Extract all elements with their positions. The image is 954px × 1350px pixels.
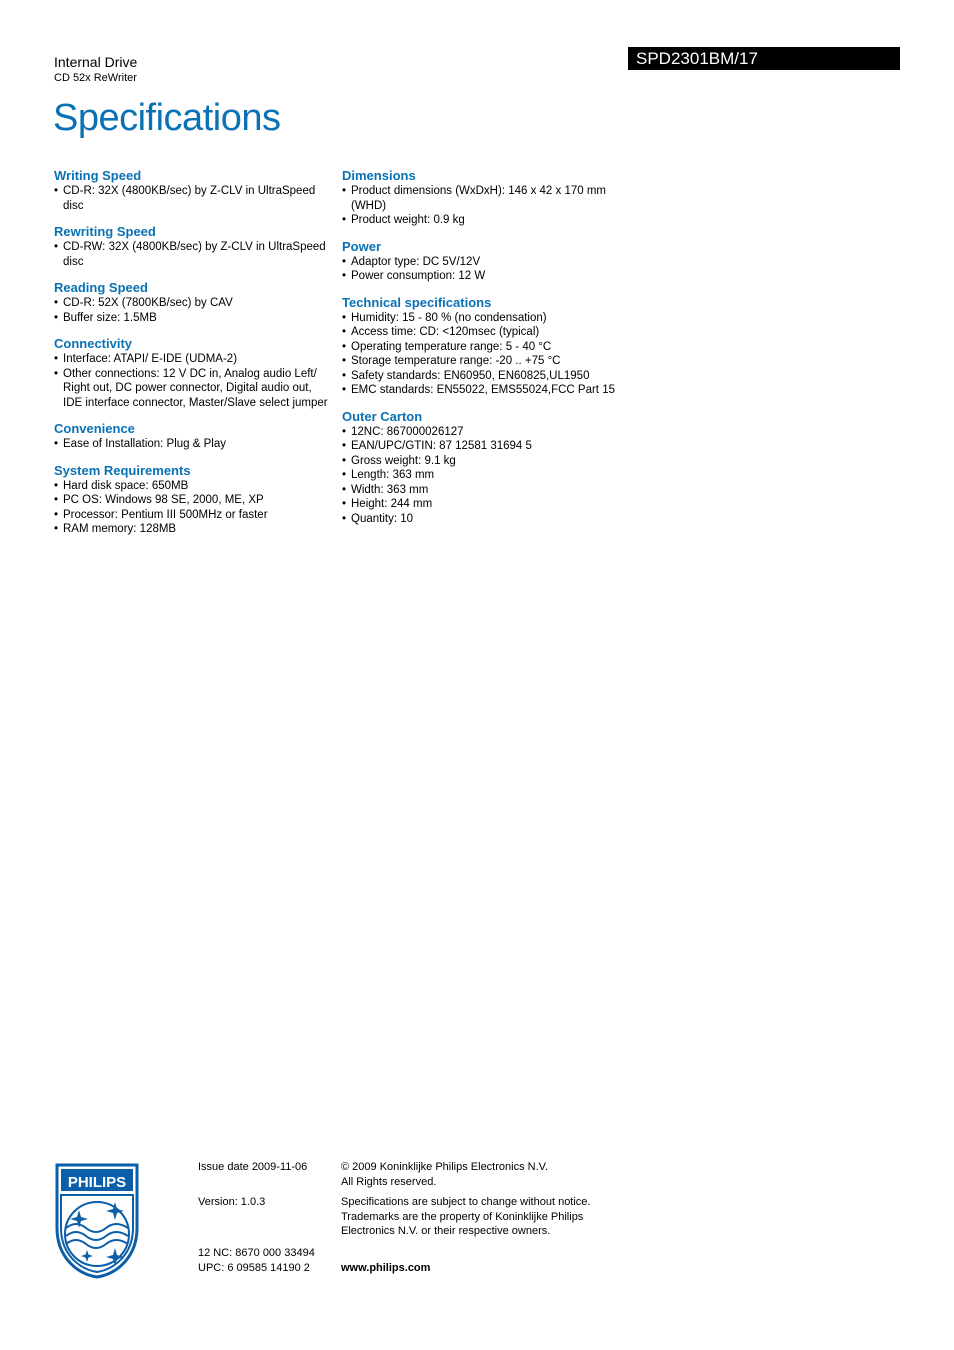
footer-copyright — [341, 1160, 548, 1189]
section-heading: Outer Carton — [342, 408, 423, 424]
disclaimer-line-3: Electronics N.V. or their respective owners. — [341, 1225, 551, 1237]
disclaimer-line-1: Specifications are subject to change without notice. — [341, 1196, 591, 1208]
spec-item: • Power consumption: 12 W — [342, 269, 622, 284]
section-heading: Dimensions — [342, 168, 416, 183]
spec-list — [54, 437, 329, 452]
spec-item: • Height: 244 mm — [342, 497, 622, 512]
copyright-line: © 2009 Koninklijke Philips Electronics N.V. — [341, 1161, 549, 1173]
spec-item: • Product weight: 0.9 kg — [342, 213, 622, 228]
spec-item: • RAM memory: 128MB — [54, 522, 329, 537]
spec-item: • PC OS: Windows 98 SE, 2000, ME, XP — [54, 493, 329, 508]
spec-list — [54, 479, 329, 537]
spec-list — [342, 184, 622, 228]
section-heading: Convenience — [54, 421, 135, 436]
website-link[interactable]: www.philips.com — [341, 1262, 431, 1274]
spec-section — [54, 224, 329, 269]
spec-section — [54, 421, 329, 452]
spec-item: • CD-R: 32X (4800KB/sec) by Z-CLV in UltraSpeed disc — [54, 184, 329, 213]
spec-item: • EAN/UPC/GTIN: 87 12581 31694 5 — [342, 439, 622, 454]
spec-list — [54, 352, 329, 410]
spec-item: • CD-R: 52X (7800KB/sec) by CAV — [54, 296, 329, 311]
spec-item: • Quantity: 10 — [342, 512, 622, 527]
spec-item: • Processor: Pentium III 500MHz or faster — [54, 508, 329, 523]
spec-item: • CD-RW: 32X (4800KB/sec) by Z-CLV in UltraSpeed disc — [54, 240, 329, 269]
footer-version — [198, 1195, 265, 1210]
rights-line: All Rights reserved. — [341, 1175, 437, 1188]
spec-section — [342, 239, 622, 284]
philips-shield-icon — [54, 1162, 140, 1280]
spec-section — [342, 295, 622, 398]
spec-item: • Adaptor type: DC 5V/12V — [342, 255, 622, 270]
footer-issue — [198, 1160, 307, 1175]
spec-item: • Product dimensions (WxDxH): 146 x 42 x 170 mm (WHD) — [342, 184, 622, 213]
spec-item: • Width: 363 mm — [342, 483, 622, 498]
spec-section — [54, 168, 329, 213]
spec-item: • Interface: ATAPI/ E-IDE (UDMA-2) — [54, 352, 329, 367]
section-heading: Power — [342, 238, 382, 254]
spec-section — [54, 463, 329, 537]
section-heading: Writing Speed — [54, 168, 142, 183]
section-heading: Reading Speed — [54, 280, 148, 295]
nc-code: 12 NC: 8670 000 33494 — [198, 1247, 315, 1259]
footer-website — [341, 1261, 430, 1276]
page-title: Specifications — [53, 97, 281, 139]
section-heading: Technical specifications — [342, 294, 492, 310]
spec-list — [54, 184, 329, 213]
spec-item: • Ease of Installation: Plug & Play — [54, 437, 329, 452]
subcategory-label: CD 52x ReWriter — [54, 72, 137, 84]
spec-column-right — [342, 168, 622, 537]
spec-item: • 12NC: 867000026127 — [342, 425, 622, 440]
spec-list — [342, 311, 622, 398]
spec-column-left — [54, 168, 329, 548]
spec-section — [342, 409, 622, 527]
section-heading: Connectivity — [54, 336, 133, 351]
spec-item: • EMC standards: EN55022, EMS55024,FCC Part 15 — [342, 383, 622, 398]
spec-item: • Safety standards: EN60950, EN60825,UL1950 — [342, 369, 622, 384]
upc-code: UPC: 6 09585 14190 2 — [198, 1261, 310, 1274]
version: Version: 1.0.3 — [198, 1196, 266, 1208]
issue-date: Issue date 2009-11-06 — [198, 1161, 308, 1173]
disclaimer-line-2: Trademarks are the property of Koninklijke Philips — [341, 1210, 584, 1223]
spec-list — [342, 425, 622, 527]
spec-item: • Hard disk space: 650MB — [54, 479, 329, 494]
spec-item: • Operating temperature range: 5 - 40 °C — [342, 340, 622, 355]
model-badge — [628, 47, 900, 70]
section-heading: Rewriting Speed — [54, 224, 156, 239]
footer-disclaimer — [341, 1195, 611, 1239]
spec-item: • Buffer size: 1.5MB — [54, 311, 329, 326]
spec-item: • Other connections: 12 V DC in, Analog audio Left/ Right out, DC power connector, Digital audio out, IDE interface connector, Master/Slave select jumper — [54, 367, 329, 411]
spec-item: • Humidity: 15 - 80 % (no condensation) — [342, 311, 622, 326]
section-heading: System Requirements — [54, 462, 191, 478]
philips-shield-logo — [54, 1162, 140, 1280]
model-number: SPD2301BM/17 — [636, 49, 758, 68]
spec-list — [54, 240, 329, 269]
footer-codes — [198, 1246, 315, 1275]
spec-item: • Access time: CD: <120msec (typical) — [342, 325, 622, 340]
category-label: Internal Drive — [54, 54, 138, 70]
spec-section — [54, 280, 329, 325]
spec-item: • Storage temperature range: -20 .. +75 °C — [342, 354, 622, 369]
logo-wordmark: PHILIPS — [67, 1174, 127, 1191]
spec-list — [342, 255, 622, 284]
spec-item: • Length: 363 mm — [342, 468, 622, 483]
spec-list — [54, 296, 329, 325]
spec-item: • Gross weight: 9.1 kg — [342, 454, 622, 469]
spec-section — [54, 336, 329, 410]
spec-section — [342, 168, 622, 228]
